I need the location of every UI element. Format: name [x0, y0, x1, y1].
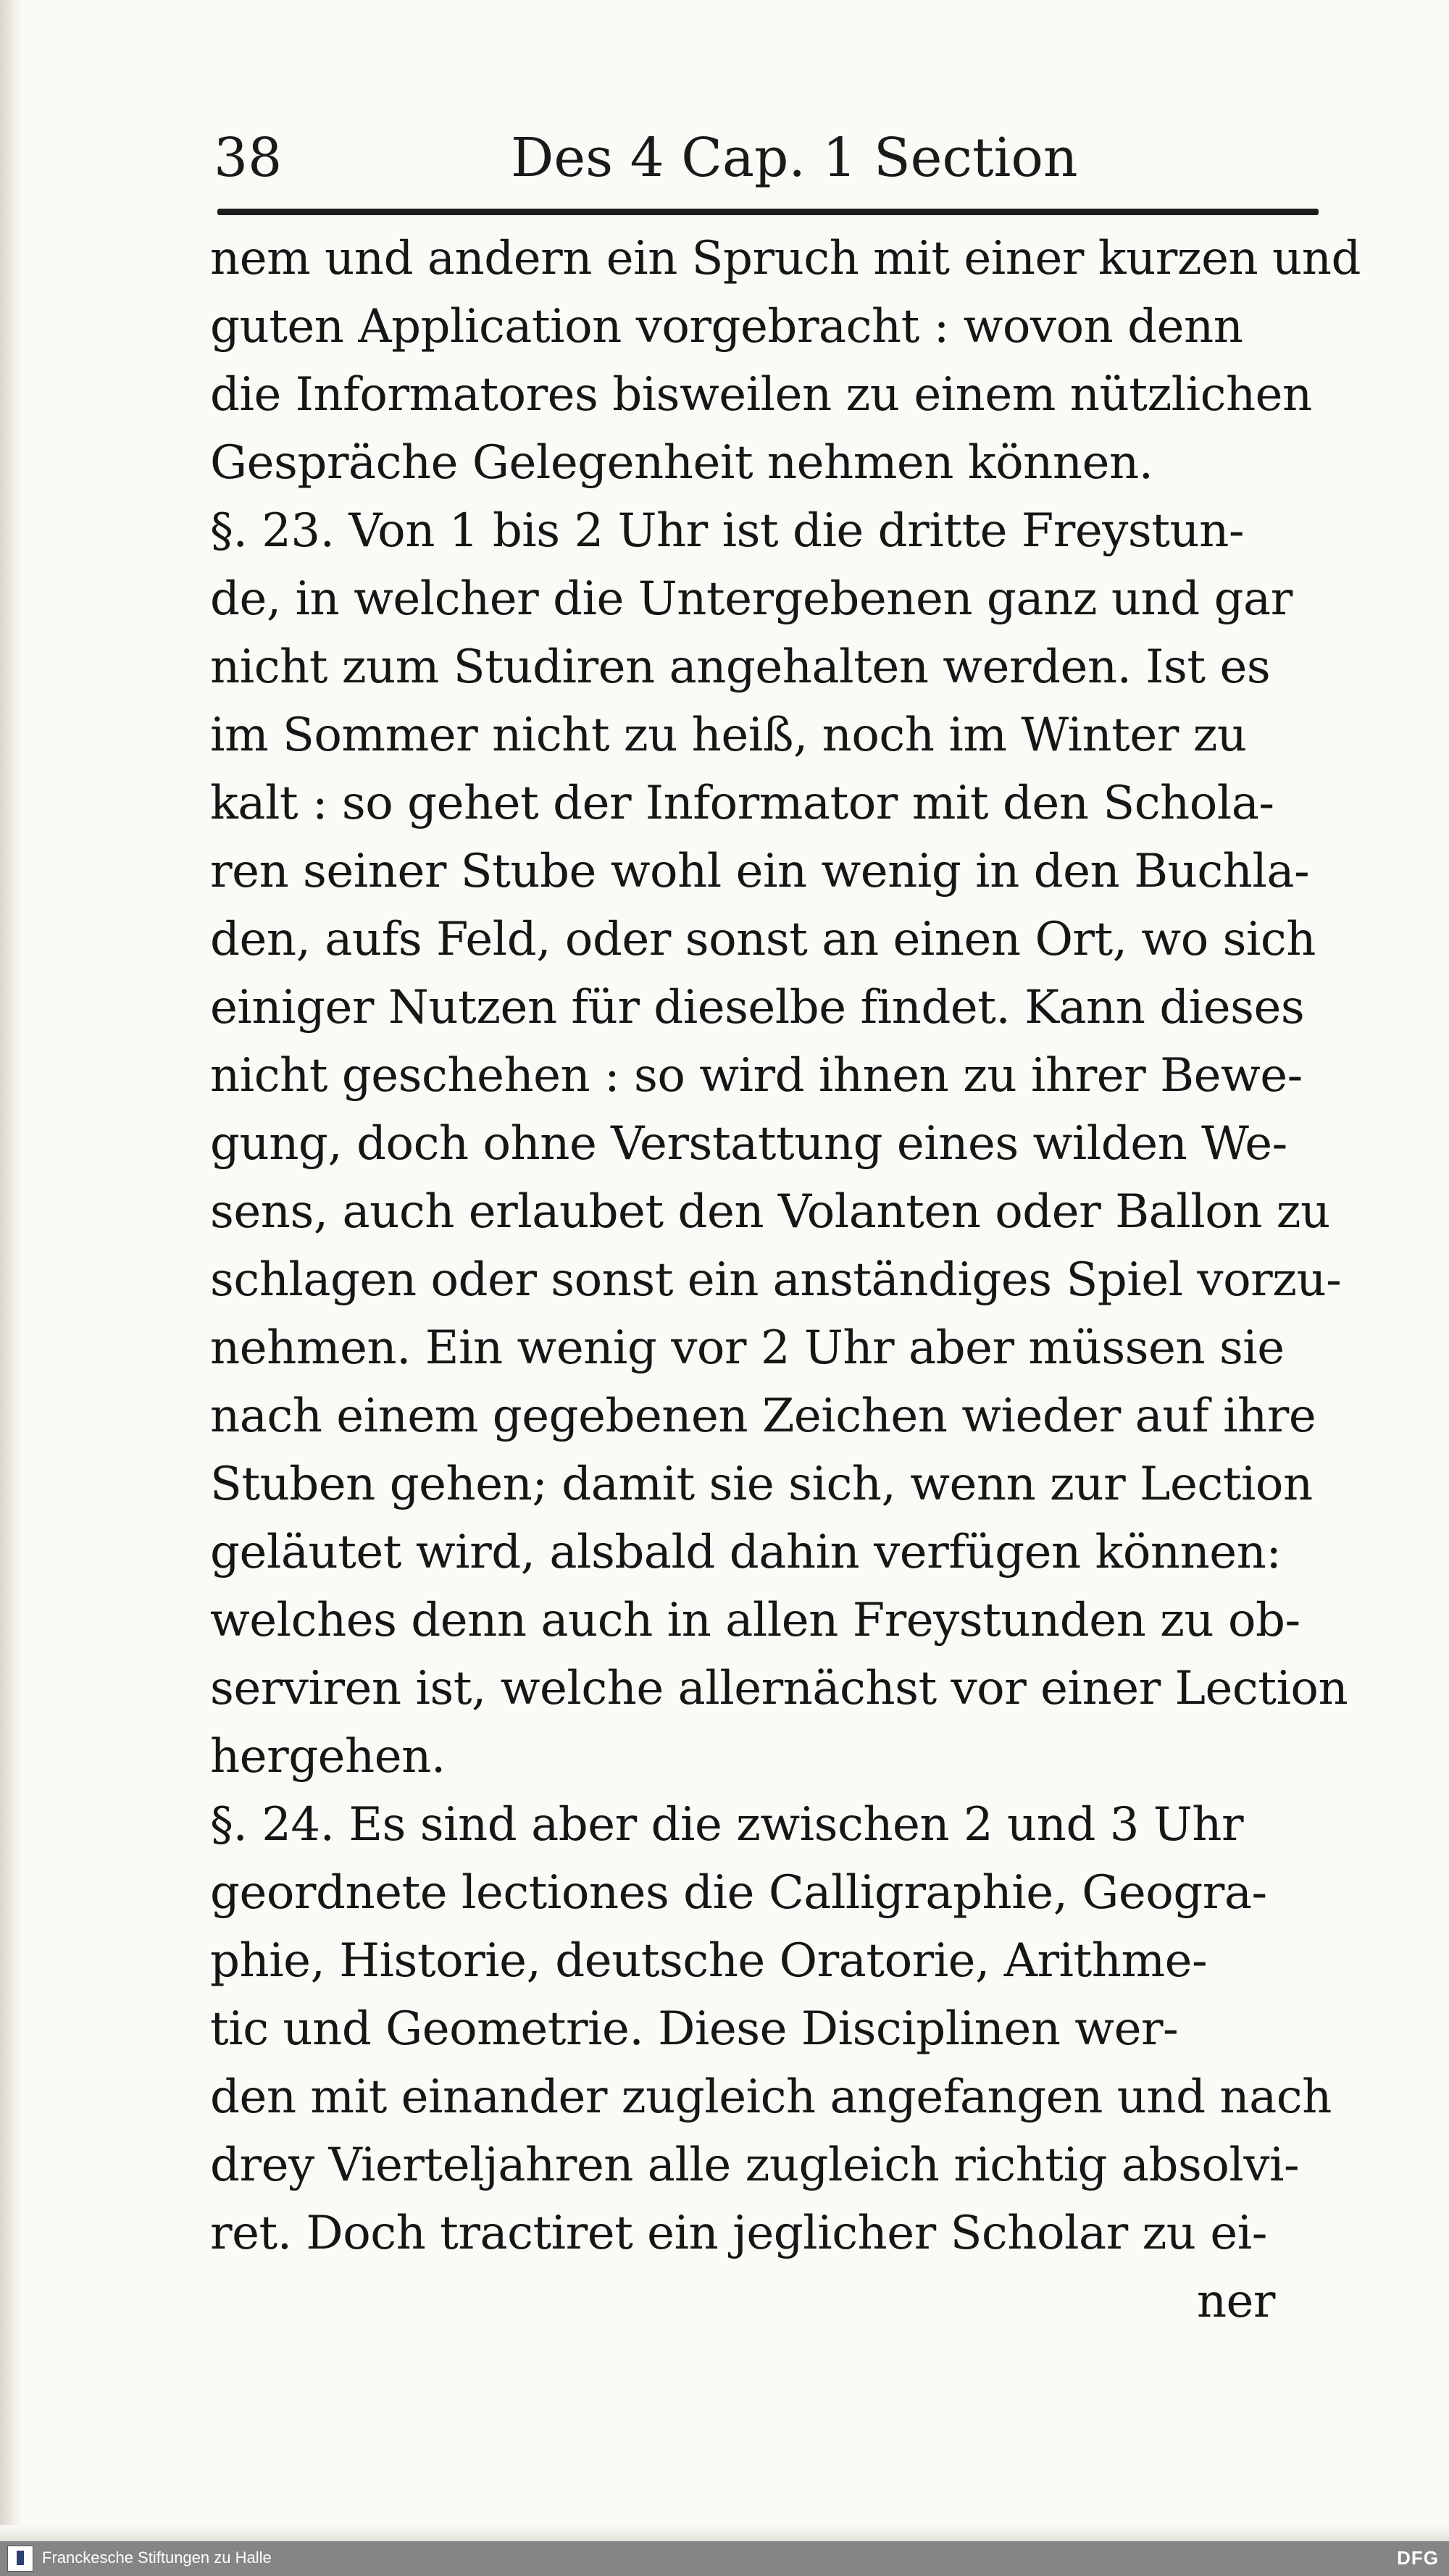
viewer-footer-bar — [0, 2541, 1449, 2576]
page-edge-bottom — [0, 2525, 1449, 2541]
text-line: kalt : so gehet der Informator mit den Schola- — [210, 777, 1274, 830]
text-line: tic und Geometrie. Diese Disciplinen wer- — [210, 2002, 1179, 2056]
text-line: nehmen. Ein wenig vor 2 Uhr aber müssen sie — [210, 1321, 1285, 1375]
text-line: geläutet wird, alsbald dahin verfügen können: — [210, 1526, 1282, 1579]
text-line: nicht zum Studiren angehalten werden. Ist es — [210, 640, 1271, 694]
text-line: drey Vierteljahren alle zugleich richtig absolvi- — [210, 2138, 1300, 2192]
catchword: ner — [1196, 2275, 1275, 2328]
text-line: geordnete lectiones die Calligraphie, Geogra- — [210, 1866, 1267, 1920]
text-line: nem und andern ein Spruch mit einer kurzen und — [210, 232, 1361, 285]
body-text — [210, 225, 1369, 2335]
page-number: 38 — [214, 127, 283, 189]
institution-logo-icon — [7, 2546, 33, 2572]
text-line: ret. Doch tractiret ein jeglicher Scholar zu ei- — [210, 2207, 1267, 2260]
text-line: nicht geschehen : so wird ihnen zu ihrer Bewe- — [210, 1049, 1303, 1103]
text-line: phie, Historie, deutsche Oratorie, Arithme- — [210, 1934, 1208, 1988]
text-line: gung, doch ohne Verstattung eines wilden We- — [210, 1117, 1287, 1171]
text-line: den mit einander zugleich angefangen und nach — [210, 2070, 1332, 2124]
text-line: §. 23. Von 1 bis 2 Uhr ist die dritte Freystun- — [210, 504, 1244, 558]
text-line: nach einem gegebenen Zeichen wieder auf ihre — [210, 1389, 1316, 1443]
text-line: schlagen oder sonst ein anständiges Spiel vorzu- — [210, 1253, 1342, 1307]
text-line: Gespräche Gelegenheit nehmen können. — [210, 436, 1153, 490]
institution-name: Franckesche Stiftungen zu Halle — [42, 2548, 272, 2567]
text-line: sens, auch erlaubet den Volanten oder Ballon zu — [210, 1185, 1330, 1239]
text-line: welches denn auch in allen Freystunden zu ob- — [210, 1594, 1300, 1647]
page-edge-left — [0, 0, 22, 2540]
text-line: serviren ist, welche allernächst vor einer Lection — [210, 1662, 1348, 1715]
running-title: Des 4 Cap. 1 Section — [511, 127, 1078, 189]
text-line: hergehen. — [210, 1730, 446, 1783]
text-line: §. 24. Es sind aber die zwischen 2 und 3 Uhr — [210, 1798, 1244, 1852]
dfg-logo: DFG — [1397, 2547, 1439, 2569]
header-rule — [217, 209, 1319, 215]
text-line: die Informatores bisweilen zu einem nützlichen — [210, 368, 1312, 422]
text-line: Stuben gehen; damit sie sich, wenn zur Lection — [210, 1458, 1313, 1511]
text-line: guten Application vorgebracht : wovon denn — [210, 300, 1243, 354]
text-line: einiger Nutzen für dieselbe findet. Kann dieses — [210, 981, 1305, 1034]
text-line: de, in welcher die Untergebenen ganz und gar — [210, 572, 1293, 626]
page-header — [214, 120, 1337, 199]
text-line: den, aufs Feld, oder sonst an einen Ort, wo sich — [210, 913, 1316, 966]
text-line: im Sommer nicht zu heiß, noch im Winter zu — [210, 708, 1247, 762]
text-line: ren seiner Stube wohl ein wenig in den Buchla- — [210, 845, 1310, 898]
